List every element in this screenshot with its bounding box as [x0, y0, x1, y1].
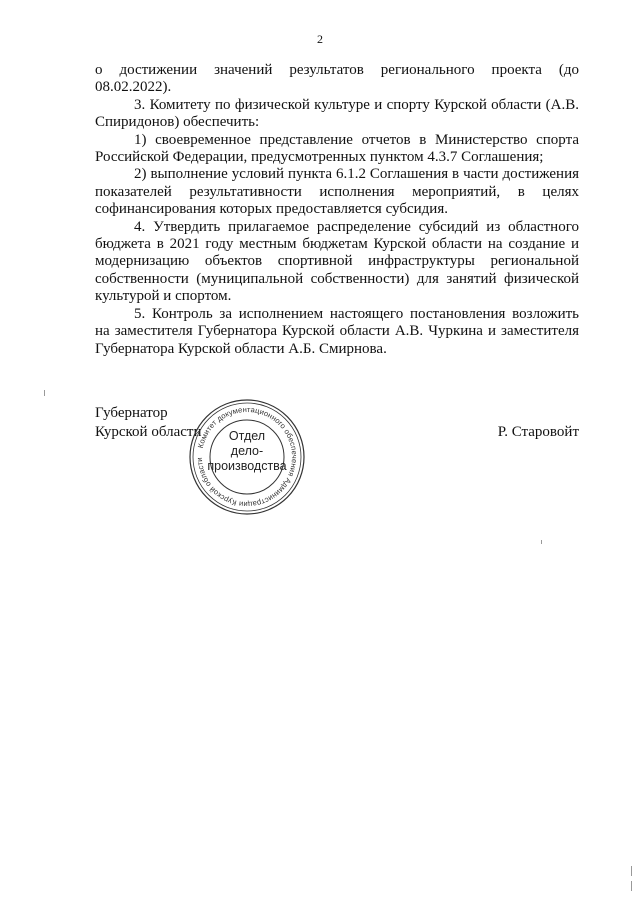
paragraph-subitem-2: 2) выполнение условий пункта 6.1.2 Соглашения в части достижения показателей результативности исполнения мероприятий, в целях софинансирования которых предоставляется субсидия. [95, 166, 579, 218]
paragraph-item-5: 5. Контроль за исполнением настоящего постановления возложить на заместителя Губернатора Курской области А.В. Чуркина и заместителя Губернатора Курской области А.Б. Смирнова. [95, 305, 579, 357]
stamp-line-3: производства [207, 459, 287, 473]
svg-text:Комитет документационного обес: Комитет документационного обеспечения Администрации Курской области [194, 404, 300, 510]
office-stamp [187, 397, 307, 517]
paragraph-continuation: о достижении значений результатов регионального проекта (до 08.02.2022). [95, 62, 579, 96]
paragraph-item-3: 3. Комитету по физической культуре и спорту Курской области (А.В. Спиридонов) обеспечить: [95, 96, 579, 131]
paragraph-subitem-1: 1) своевременное представление отчетов в Министерство спорта Российской Федерации, предусмотренных пунктом 4.3.7 Соглашения; [95, 131, 579, 166]
stamp-center-text [187, 429, 307, 474]
paragraph-item-4: 4. Утвердить прилагаемое распределение субсидий из областного бюджета в 2021 году местным бюджетам Курской области на создание и модернизацию объектов спортивной инфраструктуры региональной собственности (муниципальной собственности) для занятий физической культурой и спортом. [95, 218, 579, 305]
document-body [95, 62, 579, 358]
stamp-line-1: Отдел [228, 429, 266, 443]
stamp-line-2: дело- [230, 444, 264, 458]
page-number: 2 [317, 32, 323, 46]
signatory-name: Р. Старовойт [497, 424, 579, 440]
margin-mark [541, 540, 542, 544]
margin-mark [44, 390, 45, 396]
scan-edge-mark [631, 866, 632, 876]
scan-edge-mark [631, 881, 632, 891]
signatory-title: Губернатор [95, 405, 168, 421]
signatory-organization: Курской области [95, 424, 202, 440]
